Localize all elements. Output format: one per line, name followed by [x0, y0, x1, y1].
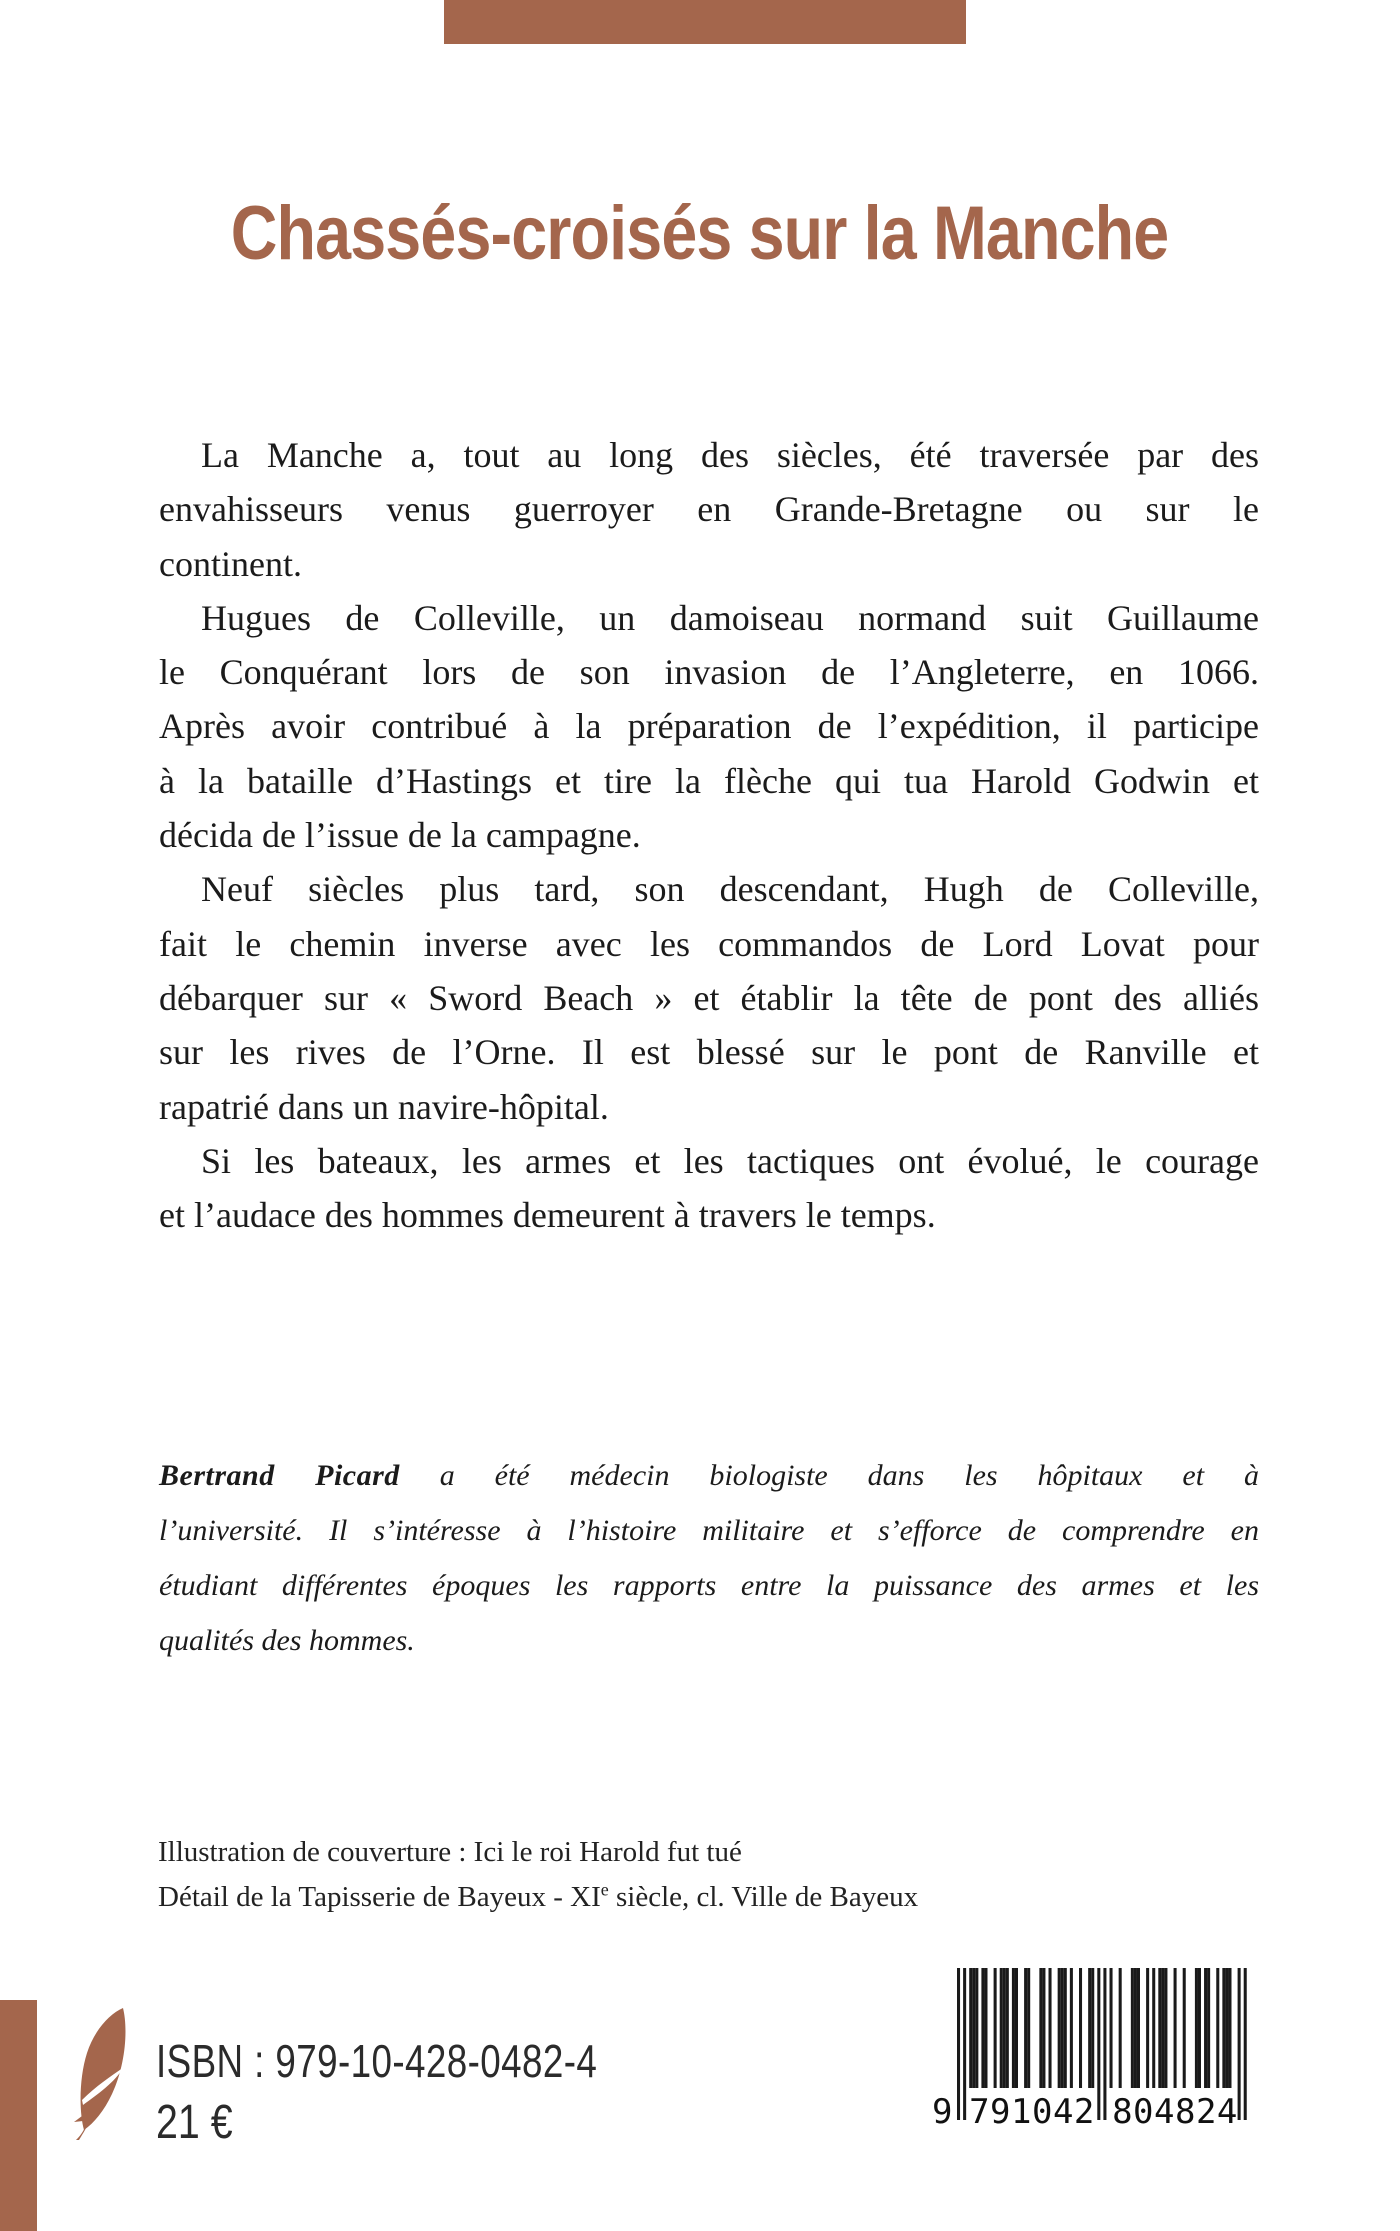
bottom-left-strip: [0, 2000, 37, 2231]
body-line: décida de l’issue de la campagne.: [159, 815, 641, 856]
credit-line-1: Illustration de couverture : Ici le roi Harold fut tué: [158, 1836, 742, 1868]
publisher-feather-icon: [70, 2006, 132, 2140]
body-line: Hugues de Colleville, un damoiseau normand suit Guillaume: [201, 597, 1259, 638]
barcode-digits-left: 791042: [969, 2092, 1095, 2132]
barcode-bars: [957, 1968, 1247, 2130]
credit-line-2-superscript: e: [600, 1879, 609, 1900]
synopsis: [159, 428, 1259, 1242]
bio-line: Bertrand Picard a été médecin biologiste dans les hôpitaux et à: [159, 1459, 1259, 1492]
body-line: envahisseurs venus guerroyer en Grande-Bretagne ou sur le: [159, 489, 1259, 530]
body-line: débarquer sur « Sword Beach » et établir la tête de pont des alliés: [159, 977, 1259, 1018]
body-line: continent.: [159, 543, 302, 584]
body-line: sur les rives de l’Orne. Il est blessé sur le pont de Ranville et: [159, 1032, 1259, 1073]
body-line: La Manche a, tout au long des siècles, été traversée par des: [201, 435, 1259, 475]
isbn-price-block: [156, 2034, 708, 2150]
credit-line-2: [158, 1875, 1058, 1920]
credit-line-2-tail: siècle, cl. Ville de Bayeux: [608, 1881, 919, 1913]
body-line: rapatrié dans un navire-hôpital.: [159, 1086, 609, 1127]
body-line: à la bataille d’Hastings et tire la flèche qui tua Harold Godwin et: [159, 760, 1259, 801]
book-title: Chassés-croisés sur la Manche: [231, 191, 1169, 276]
body-line: fait le chemin inverse avec les commandos de Lord Lovat pour: [159, 923, 1259, 964]
barcode: [932, 1968, 1247, 2132]
bio-line: l’université. Il s’intéresse à l’histoire militaire et s’efforce de comprendre en: [159, 1514, 1259, 1547]
barcode-digit-first: 9: [932, 2092, 953, 2132]
body-line: Si les bateaux, les armes et les tactiques ont évolué, le courage: [201, 1140, 1259, 1181]
body-line: Neuf siècles plus tard, son descendant, Hugh de Colleville,: [201, 869, 1259, 910]
credit-line-2-text: Détail de la Tapisserie de Bayeux - XI: [158, 1881, 601, 1913]
author-name: Bertrand Picard: [159, 1459, 400, 1492]
body-line: Après avoir contribué à la préparation de l’expédition, il participe: [159, 706, 1259, 747]
isbn-label: ISBN : 979-10-428-0482-4: [156, 2035, 598, 2087]
author-bio: [159, 1448, 1259, 1668]
cover-credits: [158, 1830, 1058, 1920]
title-row: [0, 190, 1400, 277]
body-line: le Conquérant lors de son invasion de l’Angleterre, en 1066.: [159, 652, 1259, 693]
price-label: 21 €: [156, 2096, 233, 2149]
top-spine-tab: [444, 0, 966, 44]
barcode-digits-right: 804824: [1112, 2092, 1238, 2132]
body-line: et l’audace des hommes demeurent à travers le temps.: [159, 1195, 936, 1236]
bio-line: étudiant différentes époques les rapports entre la puissance des armes et les: [159, 1569, 1259, 1602]
bio-line: qualités des hommes.: [159, 1624, 415, 1657]
